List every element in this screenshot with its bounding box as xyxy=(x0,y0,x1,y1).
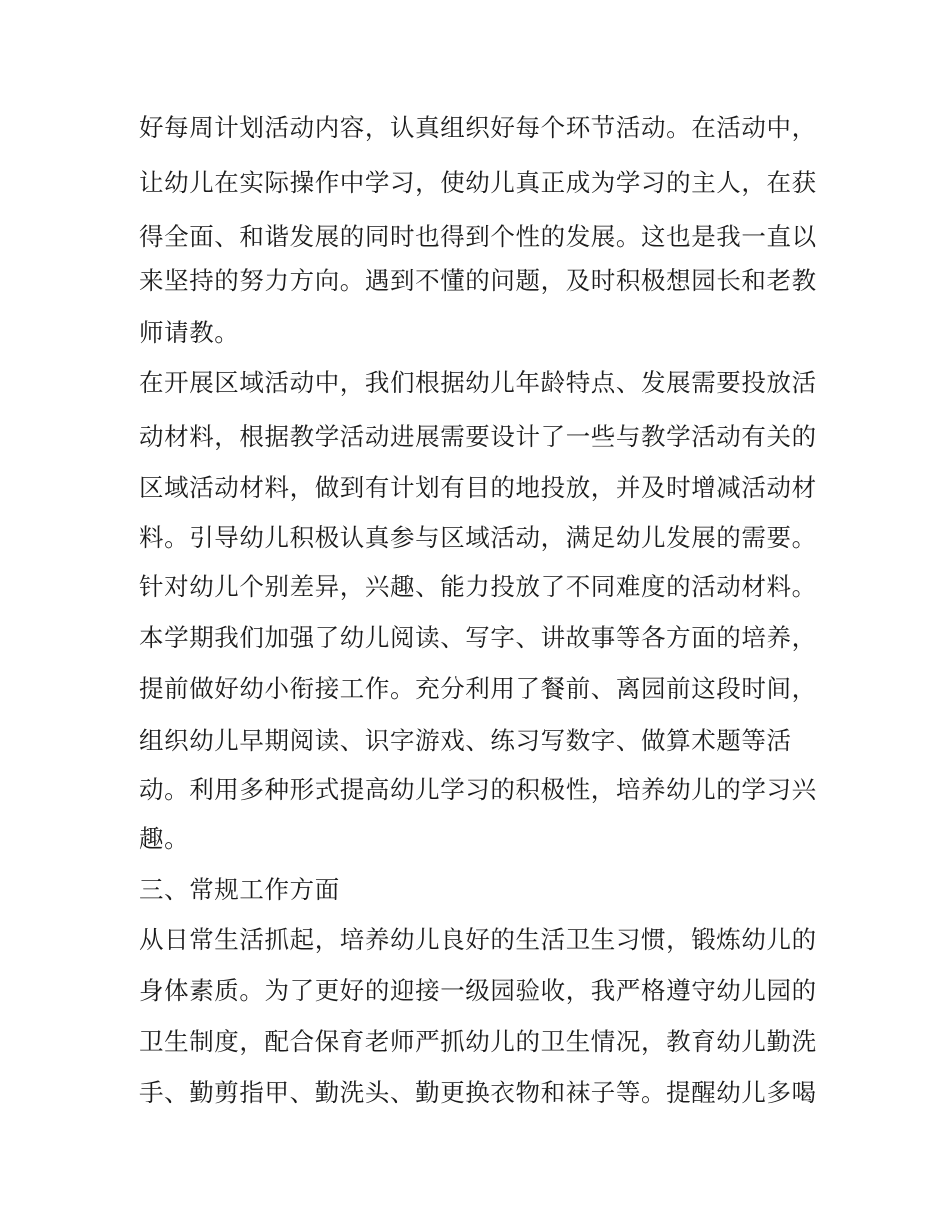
text-line: 卫生制度，配合保育老师严抓幼儿的卫生情况，教育幼儿勤洗 xyxy=(139,1027,817,1056)
text-line: 组织幼儿早期阅读、识字游戏、练习写数字、做算术题等活 xyxy=(139,726,792,755)
text-line: 区域活动材料，做到有计划有目的地投放，并及时增减活动材 xyxy=(139,473,817,502)
text-line: 本学期我们加强了幼儿阅读、写字、讲故事等各方面的培养， xyxy=(139,623,817,652)
text-line: 提前做好幼小衔接工作。充分利用了餐前、离园前这段时间， xyxy=(139,674,817,703)
text-line: 身体素质。为了更好的迎接一级园验收，我严格遵守幼儿园的 xyxy=(139,976,817,1005)
section-heading: 三、常规工作方面 xyxy=(139,875,340,904)
text-line: 针对幼儿个别差异，兴趣、能力投放了不同难度的活动材料。 xyxy=(139,572,817,601)
text-line: 手、勤剪指甲、勤洗头、勤更换衣物和袜子等。提醒幼儿多喝 xyxy=(139,1078,817,1107)
text-line: 来坚持的努力方向。遇到不懂的问题，及时积极想园长和老教 xyxy=(139,266,817,295)
paragraph-start-line: 从日常生活抓起，培养幼儿良好的生活卫生习惯，锻炼幼儿的 xyxy=(139,925,817,954)
text-line: 趣。 xyxy=(139,824,190,853)
text-line: 师请教。 xyxy=(139,318,240,347)
text-line: 让幼儿在实际操作中学习，使幼儿真正成为学习的主人，在获 xyxy=(139,168,817,197)
text-line: 料。引导幼儿积极认真参与区域活动，满足幼儿发展的需要。 xyxy=(139,523,817,552)
text-line: 好每周计划活动内容，认真组织好每个环节活动。在活动中， xyxy=(139,113,817,142)
text-line: 动。利用多种形式提高幼儿学习的积极性，培养幼儿的学习兴 xyxy=(139,775,817,804)
paragraph-start-line: 在开展区域活动中，我们根据幼儿年龄特点、发展需要投放活 xyxy=(139,368,817,397)
text-line: 得全面、和谐发展的同时也得到个性的发展。这也是我一直以 xyxy=(139,222,817,251)
text-line: 动材料，根据教学活动进展需要设计了一些与教学活动有关的 xyxy=(139,422,817,451)
